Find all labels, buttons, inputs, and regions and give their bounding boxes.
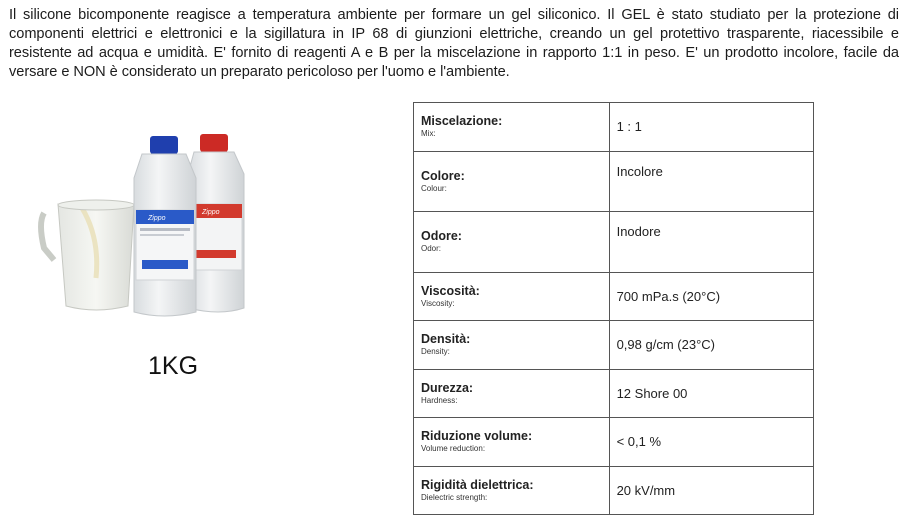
spec-value: < 0,1 %: [609, 418, 813, 467]
spec-label-italian: Riduzione volume:: [421, 429, 533, 444]
spec-label-italian: Odore:: [421, 229, 462, 244]
spec-value: 20 kV/mm: [609, 466, 813, 515]
spec-label-italian: Viscosità:: [421, 283, 480, 298]
specifications-table: [413, 102, 814, 515]
spec-label-english: Density:: [421, 347, 450, 357]
measuring-jug: [41, 200, 134, 310]
spec-value: 700 mPa.s (20°C): [609, 272, 813, 321]
svg-text:Zippo: Zippo: [148, 215, 166, 222]
spec-label-english: Mix:: [421, 129, 436, 139]
spec-label-cell: [414, 466, 610, 515]
spec-row: [414, 369, 814, 418]
silicone-kit-illustration: [30, 128, 260, 328]
spec-row: [414, 466, 814, 515]
spec-label-italian: Rigidità dielettrica:: [421, 477, 534, 492]
spec-row: [414, 418, 814, 467]
spec-label-english: Odor:: [421, 244, 442, 254]
spec-row: [414, 103, 814, 152]
spec-label-italian: Densità:: [421, 332, 471, 347]
svg-text:Zippo: Zippo: [202, 209, 220, 216]
spec-value: 1 : 1: [609, 103, 813, 152]
spec-row: [414, 151, 814, 212]
spec-label-cell: [414, 321, 610, 370]
spec-label-cell: [414, 418, 610, 467]
spec-value: Incolore: [609, 151, 813, 212]
spec-label-cell: [414, 151, 610, 212]
spec-label-cell: [414, 272, 610, 321]
spec-label-english: Dielectric strength:: [421, 492, 488, 502]
product-description: Il silicone bicomponente reagisce a temperatura ambiente per formare un gel siliconico. Il GEL è stato studiato per la protezione di componenti elettrici e elettronici e la sigillatura in IP 68 di giunzioni elettriche, creando un gel protettivo trasparente, riacessibile e resistente ad acqua e umidità. E' fornito di reagenti A e B per la miscelazione in rapporto 1:1 in peso. E' un prodotto incolore, facile da versare e NON è considerato un preparato pericoloso per l'uomo e l'ambiente.: [9, 7, 899, 80]
spec-label-english: Volume reduction:: [421, 444, 486, 454]
spec-label-cell: [414, 212, 610, 273]
spec-label-english: Viscosity:: [421, 298, 455, 308]
spec-value: 12 Shore 00: [609, 369, 813, 418]
spec-label-cell: [414, 369, 610, 418]
spec-row: [414, 321, 814, 370]
spec-value: 0,98 g/cm (23°C): [609, 321, 813, 370]
spec-label-italian: Durezza:: [421, 380, 474, 395]
spec-label-italian: Miscelazione:: [421, 114, 503, 129]
spec-row: [414, 212, 814, 273]
spec-row: [414, 272, 814, 321]
spec-label-english: Hardness:: [421, 395, 458, 405]
spec-value: Inodore: [609, 212, 813, 273]
spec-label-english: Colour:: [421, 183, 447, 193]
spec-label-italian: Colore:: [421, 168, 465, 183]
spec-label-cell: [414, 103, 610, 152]
package-weight-label: 1KG: [148, 352, 199, 380]
bottle-component-a: [134, 136, 196, 316]
product-image: [30, 128, 260, 328]
